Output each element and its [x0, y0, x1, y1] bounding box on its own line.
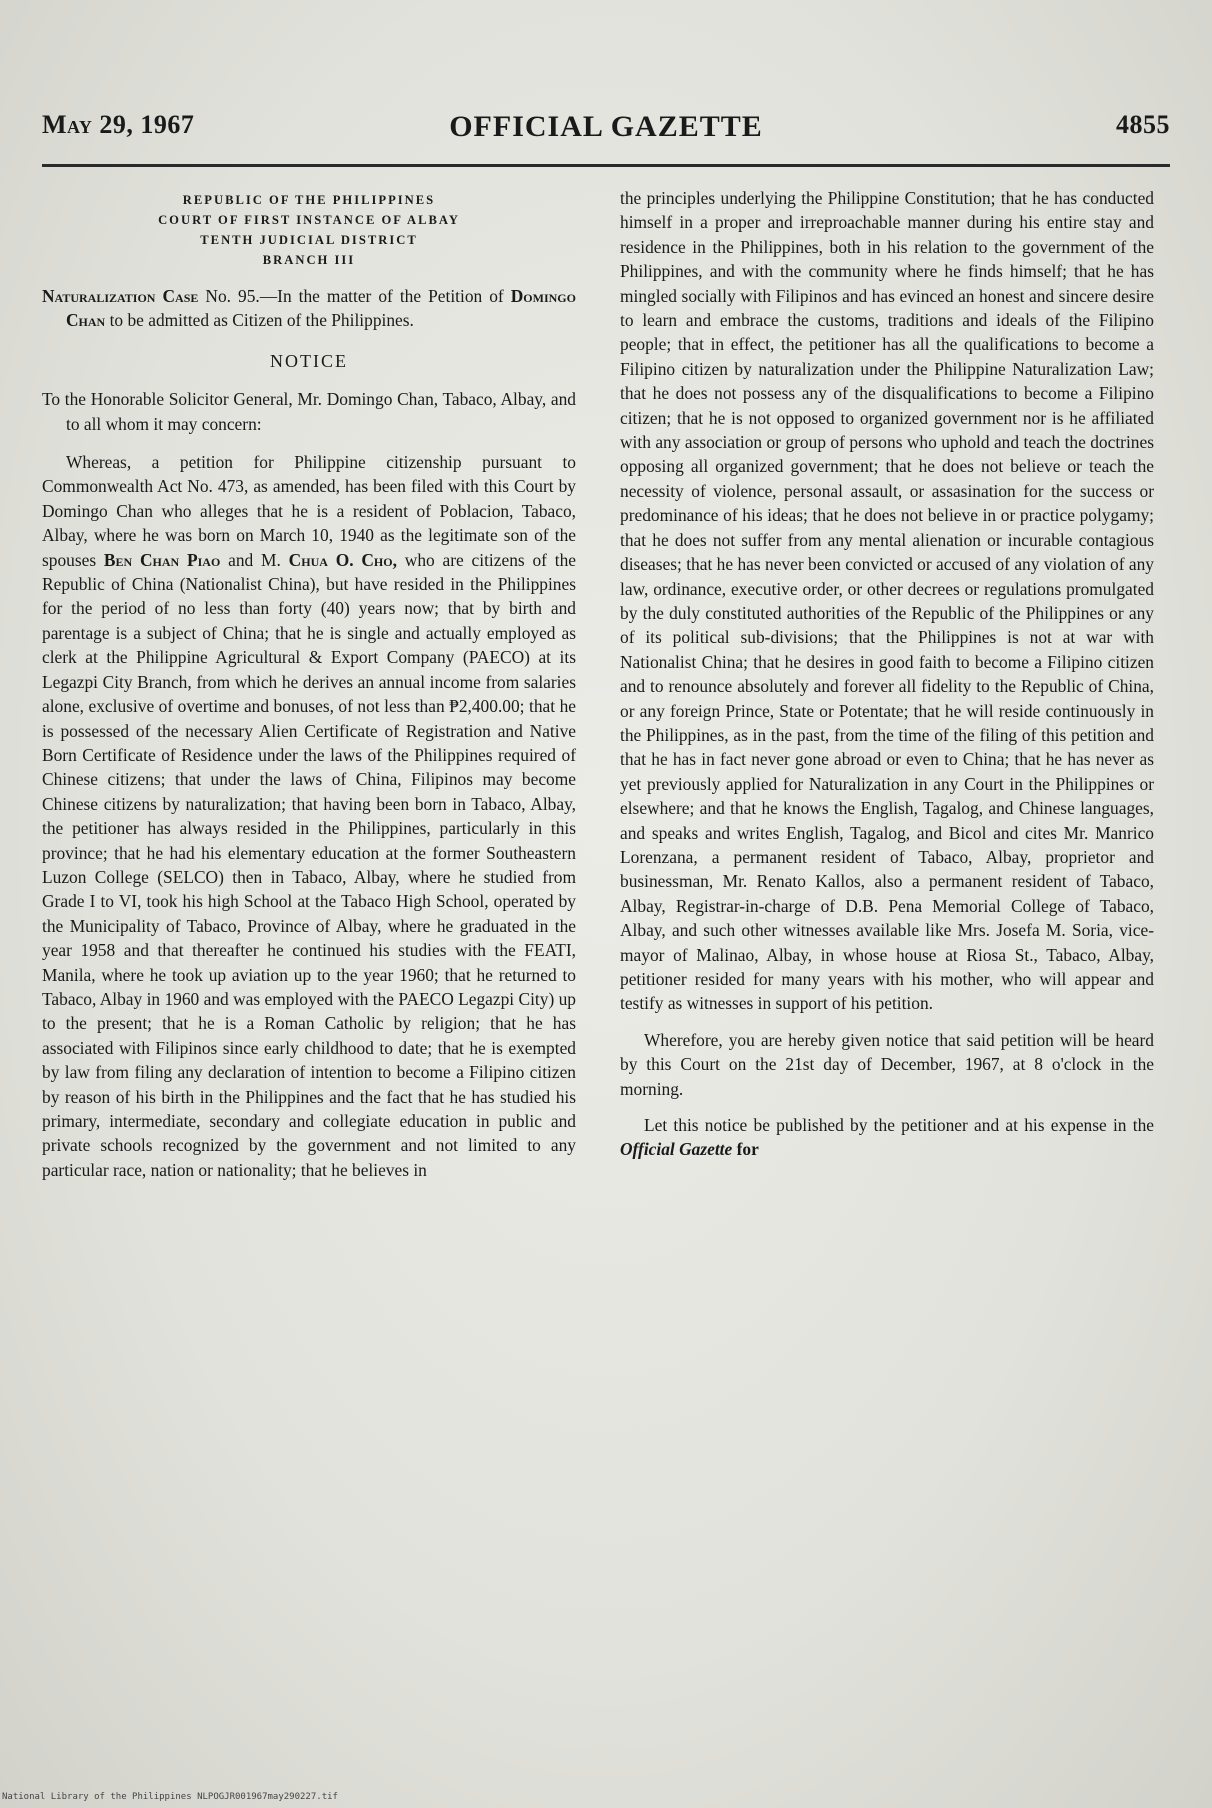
publication-title: OFFICIAL GAZETTE: [449, 110, 763, 143]
father-name: Ben Chan Piao: [103, 549, 221, 570]
court-line-republic: REPUBLIC OF THE PHILIPPINES: [182, 193, 436, 207]
right-column: [620, 186, 1154, 1174]
petition-paragraph: [42, 450, 576, 1182]
petition-text-end: who are citizens of the Republic of China (Nationalist China), but have resided in the Philippines for the period of no less than forty (40) years now; that by birth and parentage is a subject of China; that he is single and actually employed as clerk at the Philippine Agricultural & Export Company (PAECO) at its Legazpi City Branch, from which he derives an annual income from salaries alone, exclusive of overtime and bonuses, of not less than ₱2,400.00; that he is possessed of the necessary Alien Certificate of Registration and Native Born Certificate of Residence under the laws of the Philippines required of Chinese citizens; that under the laws of China, Filipinos may become Chinese citizens by naturalization; that having been born in Tabaco, Albay, the petitioner has always resided in the Philippines, particularly in this province; that he had his elementary education at the former Southeastern Luzon College (SELCO) then in Tabaco, Albay, where he studied from Grade I to VI, took his high School at the Tabaco High School, operated by the Municipality of Tabaco, Province of Albay, where he graduated in the year 1958 and that thereafter he continued his studies with the FEATI, Manila, where he took up aviation up to the year 1960; that he returned to Tabaco, Albay in 1960 and was employed with the PAECO Legazpi City) up to the present; that he is a Roman Catholic by religion; that he has associated with Filipinos since early childhood to date; that he is exempted by law from filing any declaration of intention to become a Filipino citizen by reason of his birth in the Philippines and the fact that he has studied his primary, intermediate, secondary and collegiate education in public and private schools recognized by the government and not limited to any particular race, nation or nationality; that he believes in: [42, 549, 576, 1180]
case-rest: to be admitted as Citizen of the Philippines.: [109, 310, 414, 331]
left-column: [42, 186, 576, 1194]
petition-text-start: Whereas, a petition for Philippine citizenship pursuant to Commonwealth Act No. 473, as amended, has been filed with this Court by Domingo Chan who alleges that he is a resident of Poblacion, Tabaco, Albay, where he was born on March 10, 1940 as the legitimate son of the spouses: [42, 452, 576, 570]
case-title: [42, 284, 576, 333]
hearing-notice-paragraph: Wherefore, you are hereby given notice that said petition will be heard by this Court on the 21st day of December, 1967, at 8 o'clock in the morning.: [620, 1029, 1154, 1099]
issue-date: May 29, 1967: [42, 110, 195, 139]
header-rule: [42, 164, 1170, 167]
court-line-branch: BRANCH III: [262, 253, 356, 267]
case-petitioner: Domingo Chan: [66, 286, 576, 331]
notice-heading: NOTICE: [270, 350, 348, 371]
case-label: Naturalization Case: [42, 286, 199, 306]
and-word: and M.: [228, 549, 281, 570]
notice-address: To the Honorable Solicitor General, Mr. Domingo Chan, Tabaco, Albay, and to all whom it may concern:: [42, 389, 576, 434]
court-line-court: COURT OF FIRST INSTANCE OF ALBAY: [158, 213, 460, 227]
gazette-name: Official Gazette: [620, 1139, 733, 1160]
mother-name: Chua O. Cho,: [288, 549, 397, 570]
court-heading: [42, 190, 576, 270]
running-head: [42, 110, 1170, 156]
petition-continuation: the principles underlying the Philippine Constitution; that he has conducted himself in a proper and irreproachable manner during his entire stay and residence in the Philippines, both in his relation to the government of the Philippines, and with the community where he finds himself; that he has mingled socially with Filipinos and has evinced an honest and sincere desire to learn and embrace the customs, traditions and ideals of the Filipino people; that in effect, the petitioner has all the qualifications to become a Filipino citizen by naturalization under the Philippine Naturalization Law; that he does not possess any of the disqualifications to become a Filipino citizen; that he is not opposed to organized government nor is he affiliated with any association or group of persons who uphold and teach the doctrines opposing all organized government; that he does not believe or teach the necessity of violence, personal assault, or assasination for the success or predominance of his ideas; that he does not believe in or practice polygamy; that he does not suffer from any mental alienation or incurable contagious diseases; that he has never been convicted or accused of any violation of any law, ordinance, executive order, or other decrees or regulations promulgated by the duly constituted authorities of the Republic of the Philippines or any of its political sub-divisions; that the Philippines is not at war with Nationalist China; that he desires in good faith to become a Filipino citizen and to renounce absolutely and forever all fidelity to the Republic of China, or any foreign Prince, State or Potentate; that he will reside continuously in the Philippines, as in the past, from the time of the filing of this petition and that he has in fact never gone abroad or even to China; that he has never as yet previously applied for Naturalization in any Court in the Philippines or elsewhere; and that he knows the English, Tagalog, and Chinese languages, and speaks and writes English, Tagalog, and Bicol and cites Mr. Manrico Lorenzana, a permanent resident of Tabaco, Albay, proprietor and businessman, Mr. Renato Kallos, also a permanent resident of Tabaco, Albay, Registrar-in-charge of D.B. Pena Memorial College of Tabaco, Albay, and such other witnesses available like Mrs. Josefa M. Soria, vice-mayor of Malinao, Albay, in whose house at Riosa St., Tabaco, Albay, petitioner resided for many years with his mother, who will appear and testify as witnesses in support of his petition.: [620, 188, 1154, 1014]
scan-footer: National Library of the Philippines NLPOGJR001967may290227.tif: [2, 1792, 338, 1802]
publication-text-start: Let this notice be published by the petitioner and at his expense in the: [644, 1115, 1154, 1136]
publication-text-end: for: [736, 1139, 759, 1160]
publication-paragraph: [620, 1113, 1154, 1162]
page-number: 4855: [1116, 110, 1170, 139]
court-line-district: TENTH JUDICIAL DISTRICT: [200, 233, 418, 247]
case-number: No. 95.—In the matter of the Petition of: [205, 286, 504, 306]
